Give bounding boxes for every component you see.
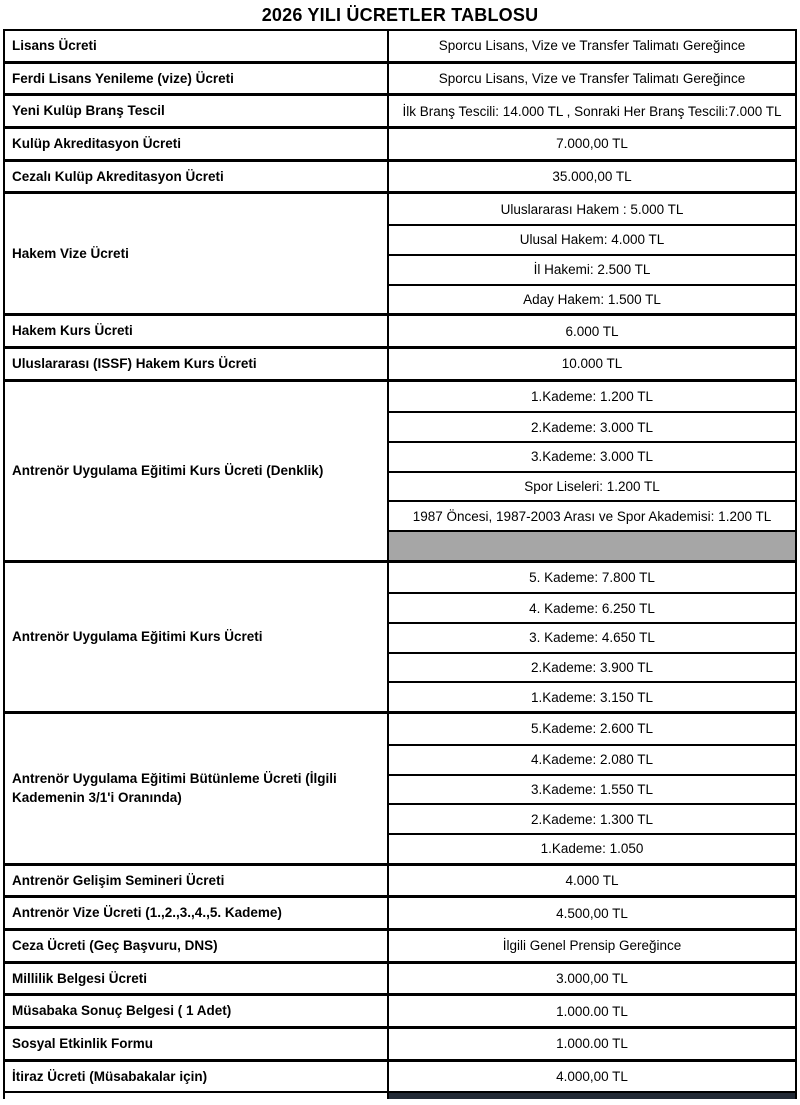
fee-value-cell: 10.000 TL <box>389 349 795 379</box>
fee-values <box>389 964 795 994</box>
fee-name-cell: Lisans Ücreti <box>5 31 389 61</box>
fee-name-cell: Antrenör Gelişim Semineri Ücreti <box>5 866 389 896</box>
table-row <box>5 560 795 711</box>
fee-value-cell: Spor Liseleri: 1.200 TL <box>389 471 795 501</box>
fee-values <box>389 162 795 192</box>
fee-value-cell: 3.000,00 TL <box>389 964 795 994</box>
table-row <box>5 711 795 862</box>
fee-value-cell: 2.Kademe: 3.900 TL <box>389 652 795 682</box>
fee-value-cell: 4. Kademe: 6.250 TL <box>389 592 795 622</box>
fee-value-cell: 3.Kademe: 1.550 TL <box>389 774 795 804</box>
fee-values <box>389 64 795 94</box>
fee-value-cell: 4.500,00 TL <box>389 898 795 928</box>
fee-value-cell: 1.Kademe: 1.200 TL <box>389 382 795 412</box>
fee-value-cell: 3. Kademe: 4.650 TL <box>389 622 795 652</box>
table-row <box>5 863 795 896</box>
table-row <box>5 191 795 313</box>
fee-name-cell: Antrenör Uygulama Eğitimi Bütünleme Ücreti (İlgili Kademenin 3/1'i Oranında) <box>5 714 389 862</box>
fee-value-cell: 2.Kademe: 3.000 TL <box>389 411 795 441</box>
table-row <box>5 895 795 928</box>
fee-values <box>389 31 795 61</box>
fees-table-body <box>5 31 795 1091</box>
fee-name-cell: Antrenör Uygulama Eğitimi Kurs Ücreti (Denklik) <box>5 382 389 560</box>
fee-name-cell: Cezalı Kulüp Akreditasyon Ücreti <box>5 162 389 192</box>
fee-value-cell: 7.000,00 TL <box>389 129 795 159</box>
fee-value-cell: 4.Kademe: 2.080 TL <box>389 744 795 774</box>
table-row <box>5 313 795 346</box>
fee-value-cell: Sporcu Lisans, Vize ve Transfer Talimatı Gereğince <box>389 31 795 61</box>
fee-name-cell: Sosyal Etkinlik Formu <box>5 1029 389 1059</box>
table-row <box>5 1026 795 1059</box>
fee-value-cell: İlk Branş Tescili: 14.000 TL , Sonraki Her Branş Tescili:7.000 TL <box>389 96 795 126</box>
fee-value-cell: 5. Kademe: 7.800 TL <box>389 563 795 593</box>
fee-value-cell: 1.000.00 TL <box>389 996 795 1026</box>
fee-name-cell: Ferdi Lisans Yenileme (vize) Ücreti <box>5 64 389 94</box>
table-row <box>5 159 795 192</box>
fee-value-cell: Sporcu Lisans, Vize ve Transfer Talimatı Gereğince <box>389 64 795 94</box>
fee-values <box>389 349 795 379</box>
page-title: 2026 YILI ÜCRETLER TABLOSU <box>261 5 539 25</box>
fee-value-cell: 1987 Öncesi, 1987-2003 Arası ve Spor Akademisi: 1.200 TL <box>389 500 795 530</box>
table-row <box>5 93 795 126</box>
fee-value-cell: 2.Kademe: 1.300 TL <box>389 803 795 833</box>
fee-value-cell: 1.000.00 TL <box>389 1029 795 1059</box>
fee-value-cell: Aday Hakem: 1.500 TL <box>389 284 795 314</box>
fee-value-cell: Ulusal Hakem: 4.000 TL <box>389 224 795 254</box>
fee-value-cell: 6.000 TL <box>389 316 795 346</box>
table-row <box>5 61 795 94</box>
fee-name-cell: Hakem Vize Ücreti <box>5 194 389 313</box>
table-row <box>5 379 795 560</box>
fee-values <box>389 714 795 862</box>
fee-name-cell: Millilik Belgesi Ücreti <box>5 964 389 994</box>
fee-name-cell: Müsabaka Sonuç Belgesi ( 1 Adet) <box>5 996 389 1026</box>
fee-name-cell: Ceza Ücreti (Geç Başvuru, DNS) <box>5 931 389 961</box>
fee-value-cell: Uluslararası Hakem : 5.000 TL <box>389 194 795 224</box>
fee-name-cell: Yeni Kulüp Branş Tescil <box>5 96 389 126</box>
fee-values <box>389 931 795 961</box>
fee-value-cell: 4.000,00 TL <box>389 1062 795 1092</box>
gray-spacer-cell <box>389 530 795 560</box>
fee-values <box>389 898 795 928</box>
fee-name-cell: Uluslararası (ISSF) Hakem Kurs Ücreti <box>5 349 389 379</box>
fee-name-cell: Antrenör Vize Ücreti (1.,2.,3.,4.,5. Kademe) <box>5 898 389 928</box>
bottom-partial-row <box>5 1091 795 1099</box>
table-row <box>5 31 795 61</box>
fee-name-cell: Kulüp Akreditasyon Ücreti <box>5 129 389 159</box>
fee-value-cell: 3.Kademe: 3.000 TL <box>389 441 795 471</box>
table-row <box>5 928 795 961</box>
table-row <box>5 346 795 379</box>
fee-value-cell: 1.Kademe: 1.050 <box>389 833 795 863</box>
fee-value-cell: 4.000 TL <box>389 866 795 896</box>
fee-values <box>389 1062 795 1092</box>
fee-name-cell: Hakem Kurs Ücreti <box>5 316 389 346</box>
table-row <box>5 993 795 1026</box>
fee-value-cell: 35.000,00 TL <box>389 162 795 192</box>
bottom-dark-bar <box>389 1093 795 1099</box>
fee-values <box>389 866 795 896</box>
fee-values <box>389 194 795 313</box>
fee-value-cell: İl Hakemi: 2.500 TL <box>389 254 795 284</box>
fee-values <box>389 1029 795 1059</box>
fee-value-cell: İlgili Genel Prensip Gereğince <box>389 931 795 961</box>
fee-values <box>389 382 795 560</box>
fees-table <box>3 29 797 1099</box>
fee-values <box>389 129 795 159</box>
fee-values <box>389 316 795 346</box>
fee-value-cell: 5.Kademe: 2.600 TL <box>389 714 795 744</box>
bottom-left-stub-cell <box>5 1093 389 1099</box>
fee-values <box>389 96 795 126</box>
table-row <box>5 126 795 159</box>
fee-values <box>389 563 795 711</box>
table-row <box>5 1059 795 1092</box>
table-row <box>5 961 795 994</box>
fee-name-cell: İtiraz Ücreti (Müsabakalar için) <box>5 1062 389 1092</box>
fee-values <box>389 996 795 1026</box>
fee-value-cell: 1.Kademe: 3.150 TL <box>389 681 795 711</box>
fee-name-cell: Antrenör Uygulama Eğitimi Kurs Ücreti <box>5 563 389 711</box>
